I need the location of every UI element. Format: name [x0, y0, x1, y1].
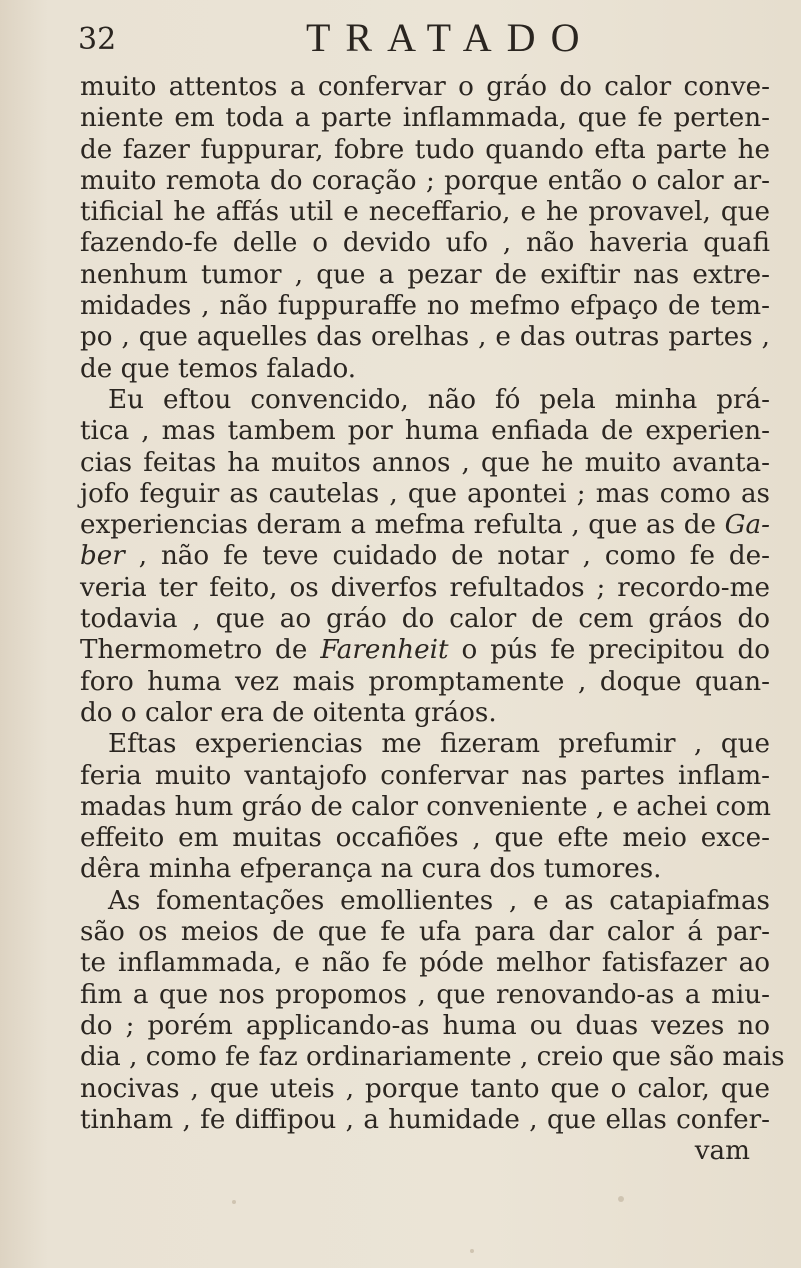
text-line: nenhum tumor , que a pezar de exiftir nas extre- [80, 259, 770, 290]
text-line: do o calor era de oitenta gráos. [80, 697, 497, 728]
text-line: effeito em muitas occafiões , que efte meio exce- [80, 823, 770, 854]
text-line: madas hum gráo de calor conveniente , e achei com [80, 791, 771, 822]
text-line: Eu eftou convencido, não fó pela minha prá- [108, 384, 770, 415]
text-line: fim a que nos propomos , que renovando-as a miu- [80, 979, 770, 1010]
text-line: são os meios de que fe ufa para dar calor á par- [80, 917, 770, 948]
text-line: feria muito vantajofo confervar nas partes inflam- [80, 760, 770, 791]
text-segment: o pús fe precipitou do [461, 635, 771, 666]
text-line: veria ter feito, os diverfos refultados ; recordo-me [80, 572, 770, 603]
italic-name-farenheit: Farenheit [320, 635, 449, 666]
text-line: fazendo-fe delle o devido ufo , não haveria quafi [80, 228, 770, 259]
paper-speck [618, 1196, 624, 1202]
text-segment: experiencias deram a mefma refulta , que as de [80, 510, 716, 541]
paper-speck [232, 1200, 236, 1204]
text-line: tica , mas tambem por huma enfiada de experien- [80, 416, 770, 447]
text-line [80, 635, 770, 666]
text-segment: , não fe teve cuidado de notar , como fe de- [124, 541, 770, 572]
text-line: de fazer fuppurar, fobre tudo quando efta parte he [80, 134, 770, 165]
text-line: de que temos falado. [80, 353, 357, 384]
text-line: As fomentações emollientes , e as catapiafmas [108, 885, 770, 916]
text-line [80, 510, 770, 541]
text-line: Eftas experiencias me fizeram prefumir , que [108, 729, 770, 760]
text-line: muito remota do coração ; porque então o calor ar- [80, 165, 770, 196]
catchword: vam [694, 1136, 750, 1167]
text-line: dêra minha efperança na cura dos tumores. [80, 854, 662, 885]
text-line: tificial he affás util e neceffario, e he provavel, que [80, 197, 770, 228]
body-text [80, 72, 785, 1167]
text-line: jofo feguir as cautelas , que apontei ; mas como as [80, 478, 770, 509]
italic-name-gaber-end: ber [80, 541, 125, 572]
text-line: foro huma vez mais promptamente , doque quan- [80, 666, 770, 697]
paper-speck [470, 1249, 474, 1253]
text-line: po , que aquelles das orelhas , e das outras partes , [80, 322, 770, 353]
page-number: 32 [78, 22, 117, 57]
text-line: cias feitas ha muitos annos , que he muito avanta- [80, 447, 770, 478]
text-line: muito attentos a confervar o gráo do calor conve- [80, 72, 770, 102]
text-line: todavia , que ao gráo do calor de cem gráos do [80, 604, 770, 635]
text-line: midades , não fuppuraffe no mefmo efpaço de tem- [80, 291, 770, 322]
text-line: do ; porém applicando-as huma ou duas vezes no [80, 1010, 770, 1041]
italic-name-gaber: Ga- [724, 510, 770, 541]
page-header [70, 14, 760, 62]
text-line [80, 541, 770, 572]
text-line: tinham , fe diffipou , a humidade , que ellas confer- [80, 1104, 770, 1135]
text-line: niente em toda a parte inflammada, que fe perten- [80, 103, 770, 134]
running-title: TRATADO [306, 15, 595, 60]
text-segment: Thermometro de [80, 635, 308, 666]
text-line: te inflammada, e não fe póde melhor fatisfazer ao [80, 948, 770, 979]
text-line: nocivas , que uteis , porque tanto que o calor, que [80, 1073, 770, 1104]
text-line: dia , como fe faz ordinariamente , creio que são mais [80, 1042, 785, 1073]
